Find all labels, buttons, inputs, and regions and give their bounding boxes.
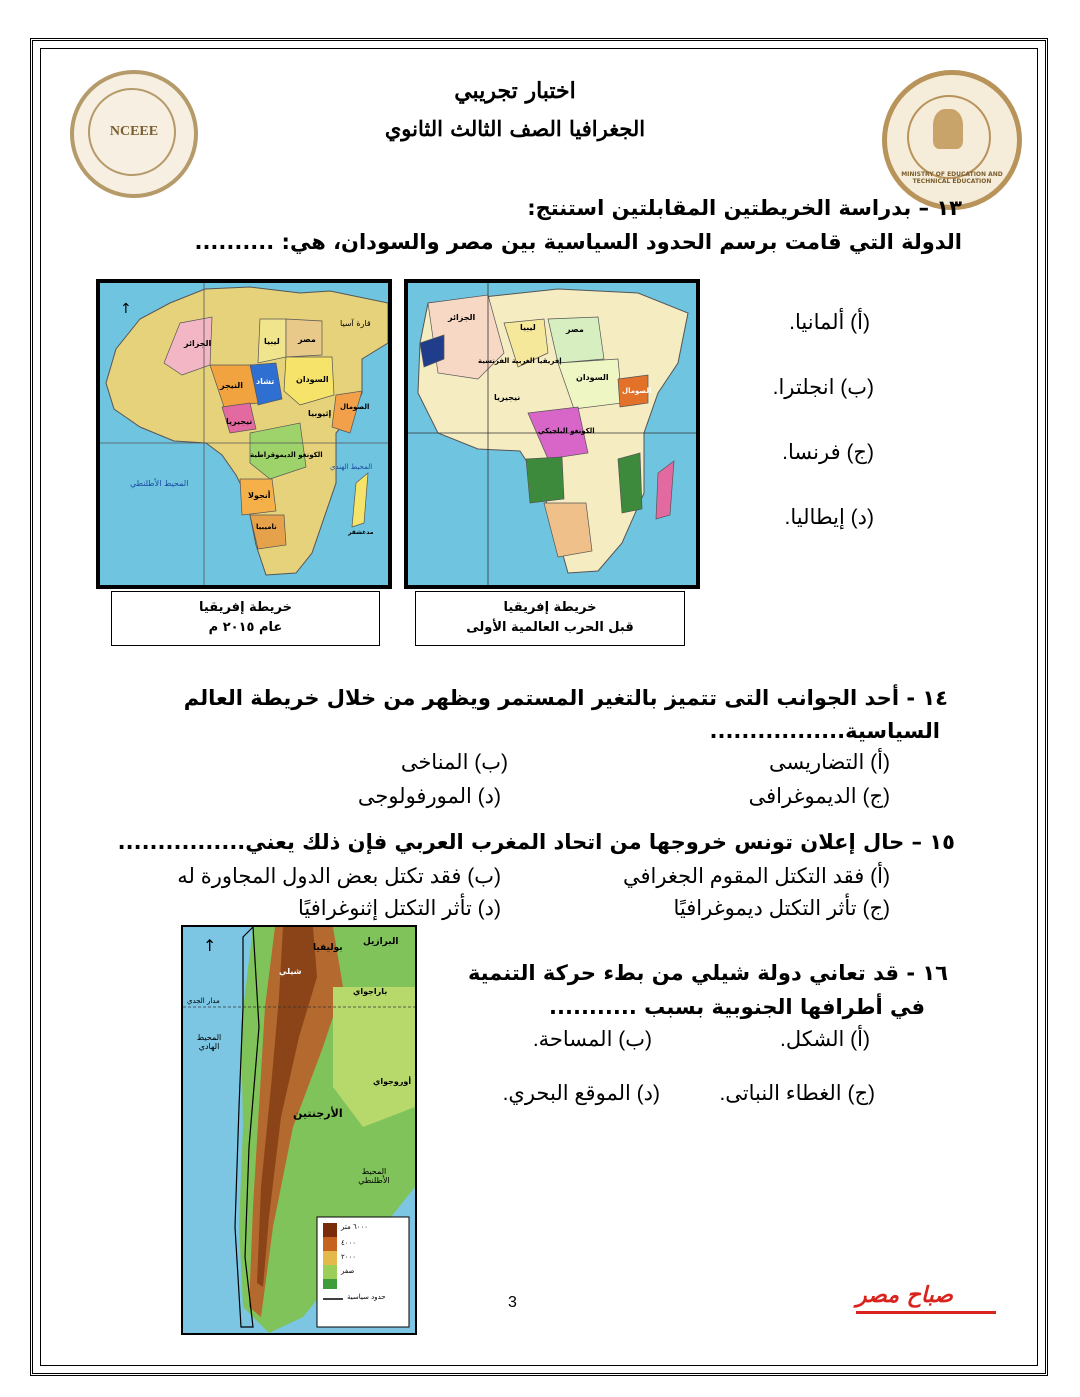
chile-label-pacific: المحيط الهادي: [196, 1033, 222, 1051]
q15-option-b[interactable]: (ب) فقد تكتل بعض الدول المجاورة له: [177, 865, 501, 888]
q16-option-c[interactable]: (ج) الغطاء النباتى.: [719, 1082, 875, 1105]
q14-option-d[interactable]: (د) المورفولوجى: [357, 785, 501, 808]
legend-4000: ٤٠٠٠: [341, 1239, 357, 1247]
old-map-label-sudan: السودان: [576, 373, 609, 382]
nceee-logo: [70, 70, 198, 198]
q14-option-b[interactable]: (ب) المناخى: [400, 751, 508, 774]
legend-political-borders: حدود سياسية: [347, 1293, 386, 1301]
q13-line2: الدولة التي قامت برسم الحدود السياسية بين مصر والسودان، هي: ..........: [194, 230, 962, 254]
chile-label-uruguay: أوروجواي: [373, 1077, 412, 1086]
old-map-label-libya: ليبيا: [520, 323, 536, 332]
q13-option-b[interactable]: (ب) انجلترا.: [772, 376, 874, 399]
chile-label-bolivia: بوليفيا: [313, 943, 343, 953]
map-label-ethiopia: إثيوبيا: [308, 409, 332, 418]
old-map-label-french-west-africa: إفريقيا الغربية الفرنسية: [478, 357, 562, 365]
africa-map-2015: [96, 279, 392, 589]
map-label-chad: تشاد: [256, 377, 275, 386]
map-label-algeria: الجزائر: [184, 339, 212, 348]
watermark-bar: [856, 1311, 996, 1314]
q16-option-d[interactable]: (د) الموقع البحري.: [502, 1082, 660, 1105]
ministry-seal-text: MINISTRY OF EDUCATION AND TECHNICAL EDUCATION: [901, 171, 1003, 185]
map-caption-before-ww1: [415, 591, 685, 646]
q16-line1: ١٦ - قد تعاني دولة شيلي من بطء حركة التنمية: [467, 961, 948, 985]
watermark-text: صباح مصر: [856, 1283, 953, 1308]
map-caption-before-ww1-line1: خريطة إفريقيا: [503, 600, 597, 615]
old-map-label-nigeria: نيجيريا: [494, 393, 521, 402]
q16-option-b[interactable]: (ب) المساحة.: [532, 1028, 652, 1051]
map-label-namibia: ناميبيا: [256, 523, 277, 531]
map-caption-before-ww1-line2: قبل الحرب العالمية الأولى: [466, 620, 634, 635]
chile-label-paraguay: باراجواي: [353, 987, 388, 996]
map-caption-2015: [111, 591, 380, 646]
q13-option-d[interactable]: (د) إيطاليا.: [784, 506, 874, 529]
legend-zero: صفر: [341, 1267, 355, 1275]
svg-text:↑: ↑: [203, 936, 217, 955]
q15-option-d[interactable]: (د) تأثر التكتل إثنوغرافيًا: [298, 897, 501, 920]
map-caption-2015-line2: عام ٢٠١٥ م: [208, 620, 283, 635]
q14-option-c[interactable]: (ج) الديموغرافى: [748, 785, 890, 808]
ministry-seal-logo: [882, 70, 1022, 210]
map-label-libya: ليبيا: [264, 337, 280, 346]
map-label-sudan: السودان: [296, 375, 329, 384]
old-map-label-somalia: الصومال: [622, 387, 652, 395]
africa-map-2015-graphic: [100, 283, 388, 585]
exam-subtitle: الجغرافيا الصف الثالث الثانوي: [384, 116, 646, 141]
map-label-asia: قارة آسيا: [340, 319, 371, 328]
africa-map-before-ww1: [404, 279, 700, 589]
q13-line1: ١٣ – بدراسة الخريطتين المقابلتين استنتج:: [527, 196, 962, 220]
q16-line2: في أطرافها الجنوبية بسبب ...........: [549, 995, 925, 1019]
map-label-nigeria: نيجيريا: [226, 417, 253, 426]
svg-text:↑: ↑: [120, 301, 132, 317]
old-map-label-belgian-congo: الكونغو البلجيكي: [538, 427, 595, 435]
eagle-icon: [933, 109, 963, 149]
chile-relief-map: [181, 925, 417, 1335]
q14-line1: ١٤ - أحد الجوانب التى تتميز بالتغير المستمر ويظهر من خلال خريطة العالم: [183, 686, 948, 710]
old-map-label-egypt: مصر: [566, 325, 584, 334]
map-caption-2015-line1: خريطة إفريقيا: [199, 600, 292, 615]
map-label-drc: الكونغو الديموقراطية: [250, 451, 323, 459]
watermark-logo: [856, 1283, 1026, 1319]
old-map-label-algeria: الجزائر: [448, 313, 476, 322]
q13-option-a[interactable]: (أ) ألمانيا.: [789, 311, 870, 334]
q15-option-a[interactable]: (أ) فقد التكتل المقوم الجغرافي: [623, 865, 890, 888]
chile-label-chile: شيلي: [279, 967, 302, 976]
legend-6000: ٦٠٠٠ متر: [341, 1223, 368, 1231]
chile-label-atlantic: المحيط الأطلنطي: [358, 1167, 390, 1185]
chile-label-brazil: البرازيل: [363, 937, 399, 947]
q15-option-c[interactable]: (ج) تأثر التكتل ديموغرافيًا: [673, 897, 890, 920]
map-label-egypt: مصر: [298, 335, 316, 344]
q15-line1: ١٥ – حال إعلان تونس خروجها من اتحاد المغرب العربي فإن ذلك يعني................: [117, 830, 955, 854]
q14-option-a[interactable]: (أ) التضاريسى: [768, 751, 890, 774]
map-label-angola: أنجولا: [248, 491, 271, 500]
q14-line2: السياسية.................: [709, 719, 940, 743]
map-label-madagascar: مدغشقر: [348, 529, 374, 536]
q16-option-a[interactable]: (أ) الشكل.: [780, 1028, 870, 1051]
chile-label-tropic-capricorn: مدار الجدي: [187, 997, 220, 1005]
q13-option-c[interactable]: (ج) فرنسا.: [782, 441, 874, 464]
exam-title: اختبار تجريبي: [454, 78, 576, 104]
legend-2000: ٢٠٠٠: [341, 1253, 357, 1261]
map-label-niger: النيجر: [220, 381, 244, 390]
page-number: 3: [508, 1294, 517, 1311]
map-label-somalia: الصومال: [340, 403, 370, 411]
nceee-logo-text: NCEEE: [109, 124, 159, 139]
chile-label-argentina: الأرجنتين: [293, 1107, 343, 1120]
map-label-atlantic: المحيط الأطلنطي: [130, 479, 189, 488]
map-label-indian: المحيط الهندي: [330, 463, 373, 471]
